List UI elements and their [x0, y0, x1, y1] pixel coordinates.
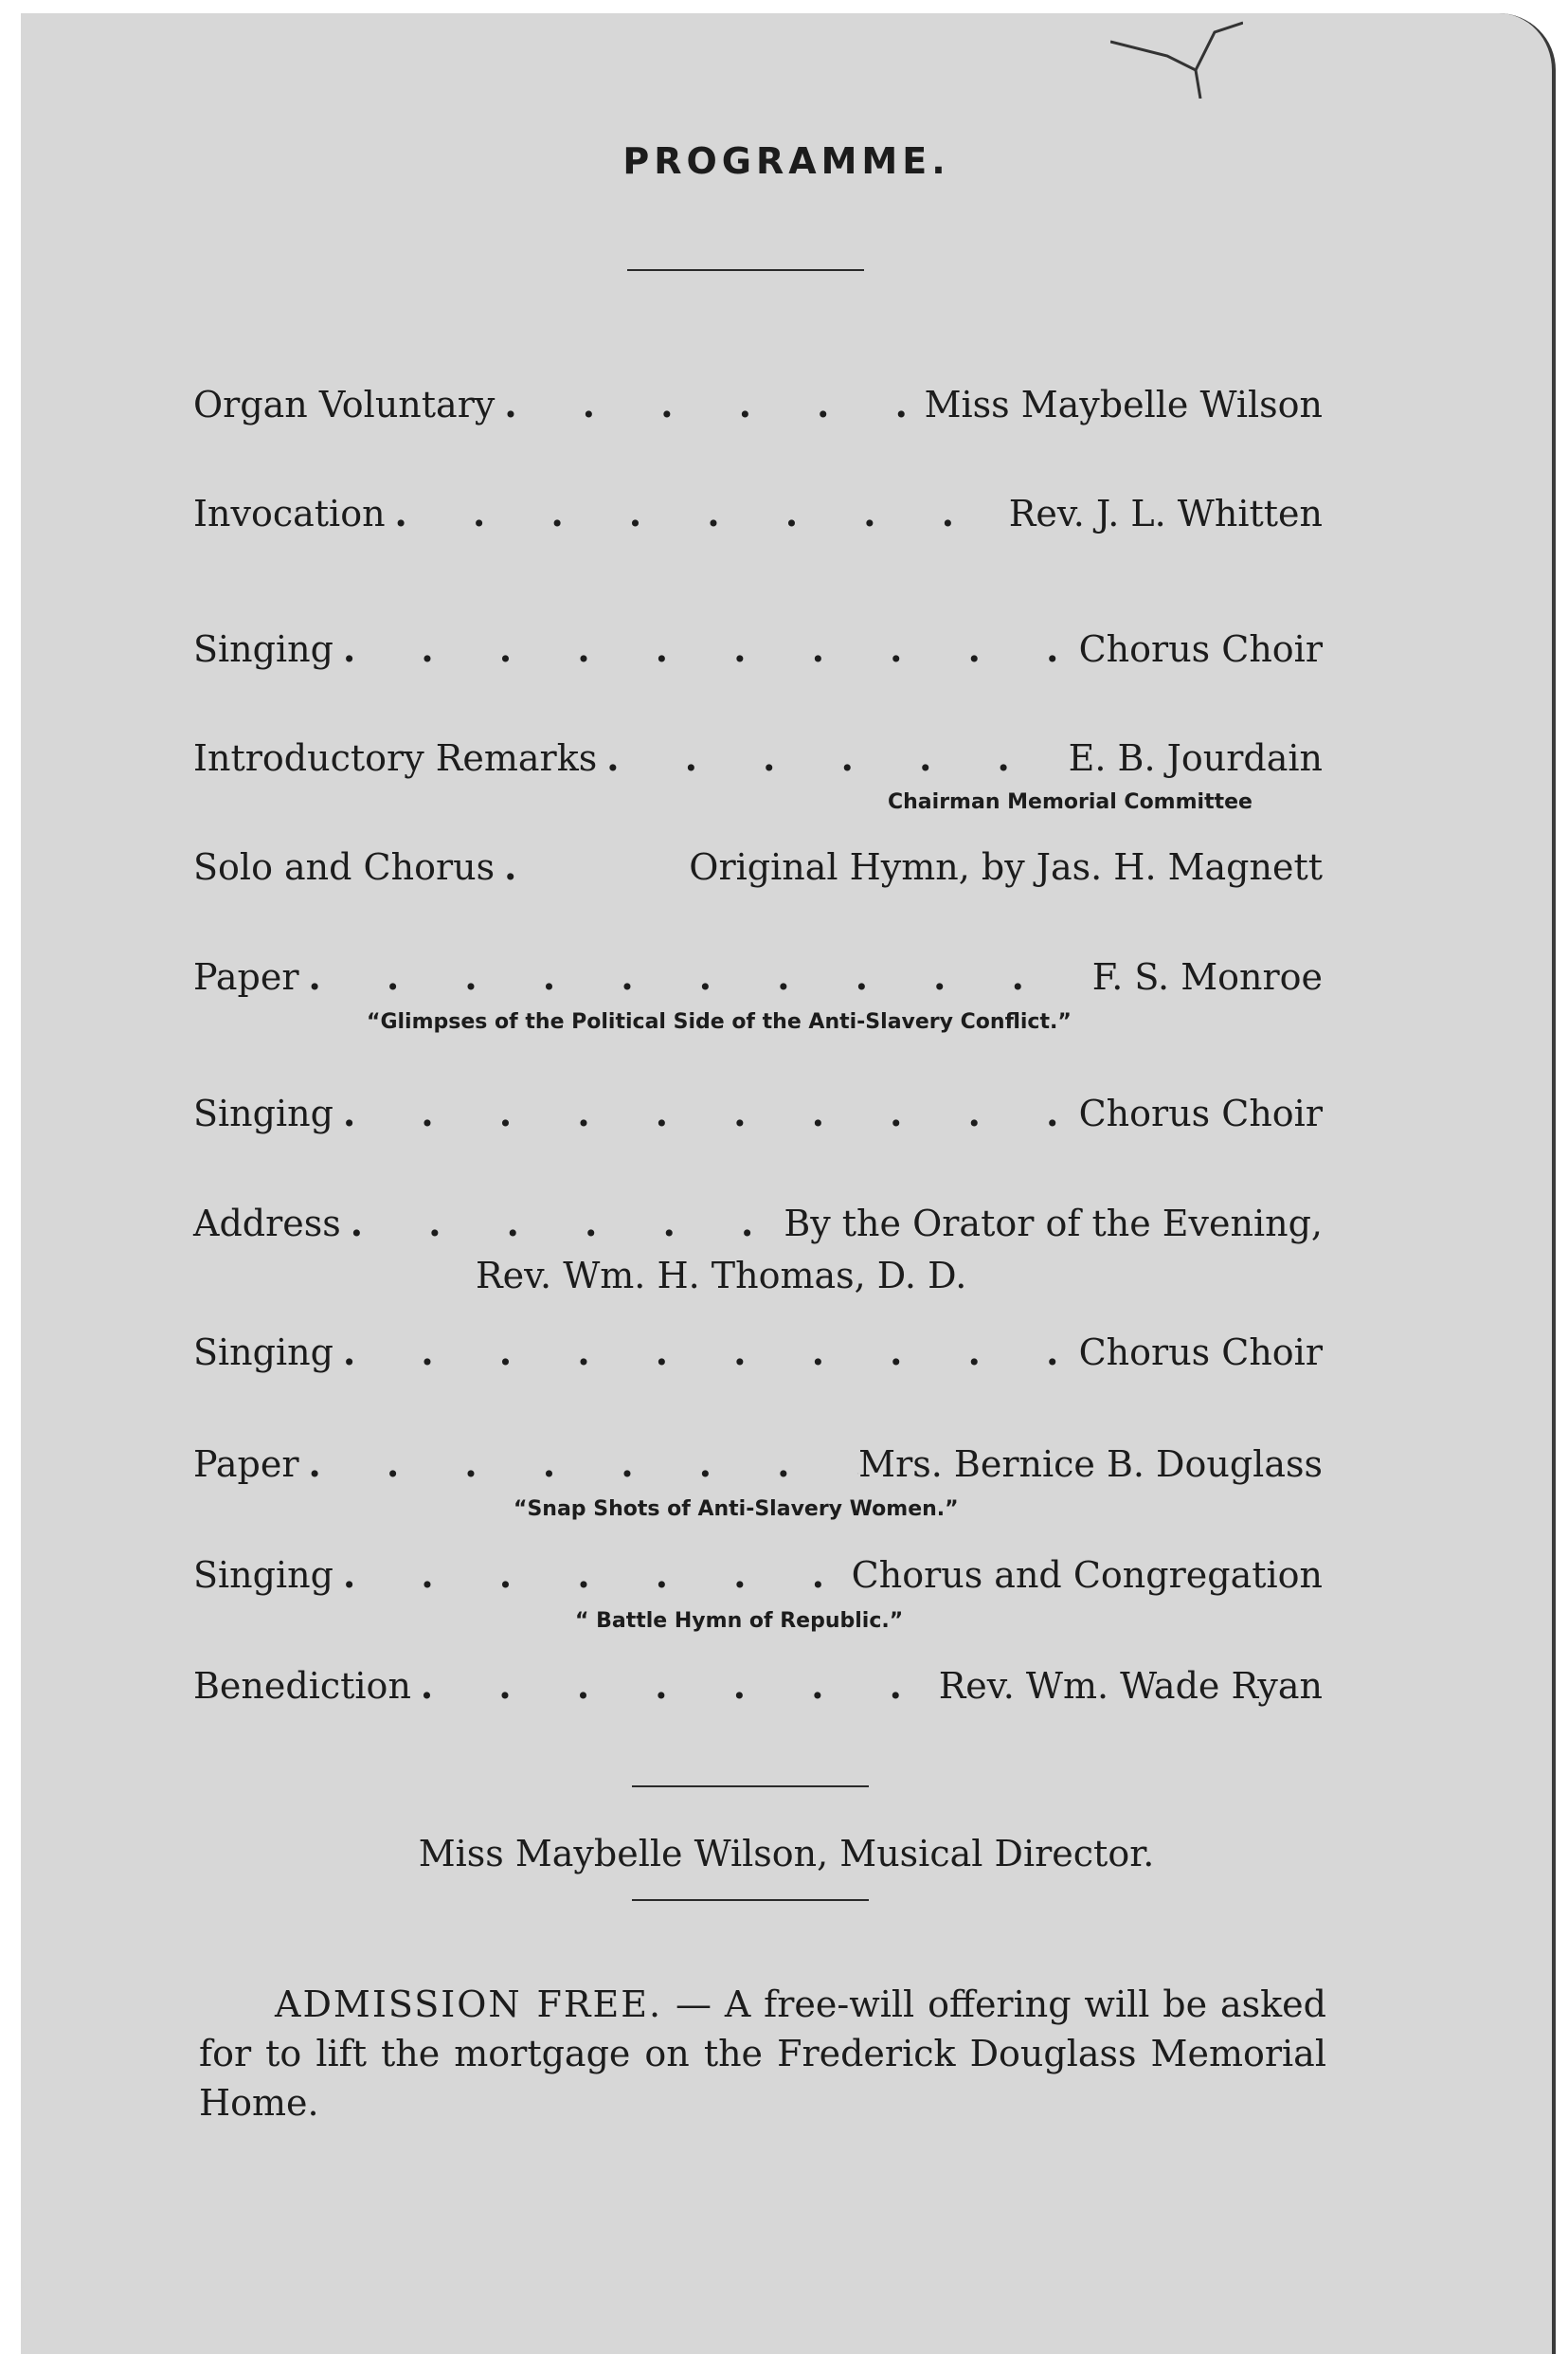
program-performer: Rev. J. L. Whitten	[1008, 493, 1323, 534]
admission-lead: ADMISSION FREE.	[275, 1983, 663, 2025]
program-label: Address	[193, 1203, 341, 1244]
program-label: Benediction	[193, 1665, 411, 1707]
admission-text: — A free-will offering will be asked for to lift the mortgage on the Frederick Douglass Memorial Home.	[199, 1983, 1326, 2124]
program-row-introductory-remarks	[193, 736, 1323, 793]
leader-dots	[299, 1442, 859, 1485]
program-row-address	[193, 1202, 1323, 1258]
program-performer: Chorus and Congregation	[851, 1554, 1323, 1596]
program-row-singing-4	[193, 1553, 1323, 1610]
program-row-singing-2	[193, 1092, 1323, 1149]
program-label: Singing	[193, 1093, 333, 1134]
program-label: Organ Voluntary	[193, 384, 496, 426]
program-performer: Chorus Choir	[1078, 628, 1323, 670]
program-performer: Miss Maybelle Wilson	[924, 384, 1323, 426]
leader-dots	[341, 1202, 784, 1244]
program-label: Invocation	[193, 493, 386, 534]
program-performer: Chorus Choir	[1078, 1331, 1323, 1373]
program-note-chairman: Chairman Memorial Committee	[888, 790, 1253, 814]
divider-middle	[632, 1785, 869, 1787]
program-row-singing-3	[193, 1331, 1323, 1387]
divider-bottom	[632, 1899, 869, 1901]
musical-director: Miss Maybelle Wilson, Musical Director.	[418, 1833, 1155, 1874]
program-performer: Chorus Choir	[1078, 1093, 1323, 1134]
program-performer: Mrs. Bernice B. Douglass	[858, 1443, 1323, 1485]
program-label: Singing	[193, 1554, 333, 1596]
program-note-snap-shots: “Snap Shots of Anti-Slavery Women.”	[514, 1497, 959, 1521]
program-label: Paper	[193, 956, 299, 998]
leader-dots	[333, 627, 1079, 670]
program-row-paper-1	[193, 955, 1323, 1012]
program-orator-name: Rev. Wm. H. Thomas, D. D.	[476, 1255, 967, 1296]
program-label: Paper	[193, 1443, 299, 1485]
program-row-invocation	[193, 492, 1323, 549]
leader-dots	[495, 845, 570, 888]
leader-dots	[597, 736, 1068, 779]
leader-dots	[386, 492, 1009, 534]
leader-dots	[333, 1331, 1079, 1373]
program-performer: Rev. Wm. Wade Ryan	[938, 1665, 1323, 1707]
program-row-organ-voluntary	[193, 383, 1323, 440]
program-label: Singing	[193, 628, 333, 670]
page-title: PROGRAMME.	[622, 140, 950, 182]
program-performer: E. B. Jourdain	[1068, 737, 1323, 779]
leader-dots	[333, 1092, 1079, 1134]
program-note-paper-title: “Glimpses of the Political Side of the Anti-Slavery Conflict.”	[367, 1010, 1072, 1034]
program-performer: Original Hymn, by Jas. H. Magnett	[689, 846, 1323, 888]
program-row-singing-1	[193, 627, 1323, 684]
program-performer: By the Orator of the Evening,	[784, 1203, 1323, 1244]
program-row-solo-and-chorus	[193, 845, 1323, 902]
program-page	[21, 13, 1556, 2354]
program-row-paper-2	[193, 1442, 1323, 1499]
program-label: Singing	[193, 1331, 333, 1373]
program-performer: F. S. Monroe	[1091, 956, 1323, 998]
admission-notice	[199, 1980, 1326, 2128]
leader-dots	[495, 383, 924, 426]
leader-dots	[299, 955, 1092, 998]
leader-dots	[411, 1664, 939, 1707]
program-note-battle-hymn: “ Battle Hymn of Republic.”	[575, 1609, 904, 1633]
program-label: Solo and Chorus	[193, 846, 496, 888]
divider-top	[627, 269, 864, 271]
leader-dots	[333, 1553, 852, 1596]
program-label: Introductory Remarks	[193, 737, 598, 779]
program-row-benediction	[193, 1664, 1323, 1721]
paper-tear-mark	[1110, 13, 1243, 99]
